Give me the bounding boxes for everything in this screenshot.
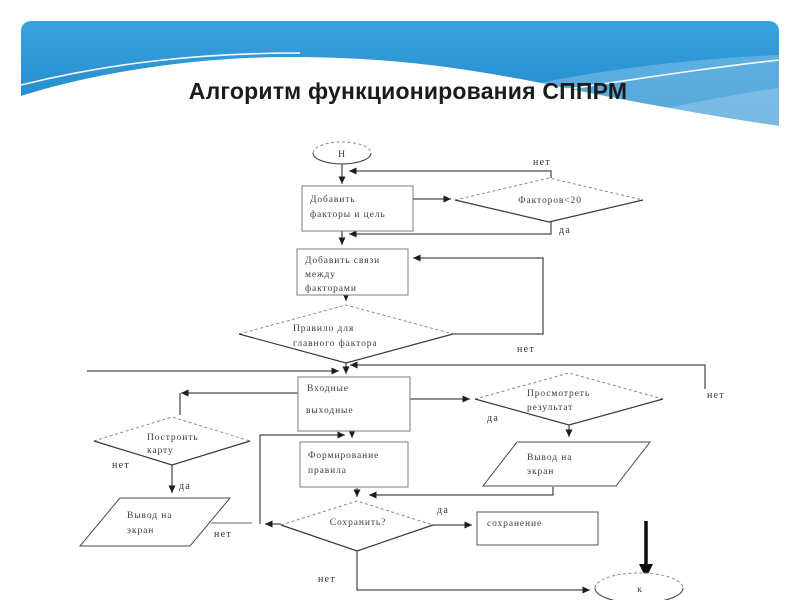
label-save-no: нет	[318, 574, 337, 585]
node-saving	[477, 512, 598, 545]
edge-save-no-to-end	[357, 551, 590, 590]
node-end	[595, 573, 683, 600]
node-inputs-outputs	[298, 377, 410, 431]
formation-box	[300, 442, 408, 487]
label-save-yes: да	[437, 505, 450, 516]
node-view-result	[475, 373, 663, 425]
node-rule-formation	[300, 442, 408, 487]
start-label: Н	[338, 150, 346, 160]
view-line1: Просмотреть	[527, 389, 591, 399]
add-links-line1: Добавить связи	[305, 256, 381, 266]
label-view-yes: да	[487, 413, 500, 424]
add-links-line3: факторами	[305, 284, 357, 294]
formation-line1: Формирование	[308, 451, 380, 461]
label-view-no: нет	[707, 390, 726, 401]
label-rule-no: нет	[517, 344, 536, 355]
edge-rightoutput-return	[369, 487, 553, 495]
edge-factors-no-loop	[349, 171, 551, 178]
rule-line2: главного фактора	[293, 339, 378, 349]
map-line1: Построить	[147, 433, 199, 443]
formation-line2: правила	[308, 466, 347, 476]
screen-left-line2: экран	[127, 526, 155, 536]
node-screen-output-left	[80, 498, 233, 546]
add-factors-line2: факторы и цель	[310, 210, 386, 220]
add-links-line2: между	[305, 270, 336, 280]
screen-right-line1: Вывод на	[527, 453, 573, 463]
label-factors-no: нет	[533, 157, 552, 168]
screen-output-right-shape	[483, 442, 650, 486]
rule-line1: Правило для	[293, 324, 355, 334]
saving-label: сохранение	[487, 519, 543, 529]
view-diamond-fill	[475, 373, 663, 425]
save-label: Сохранить?	[329, 518, 387, 528]
factors-label: Факторов<20	[518, 196, 582, 206]
label-left-output-no: нет	[214, 529, 233, 540]
node-factors-lt20	[455, 178, 643, 222]
screen-output-left-shape	[80, 498, 233, 546]
rule-diamond-fill	[239, 305, 453, 363]
view-line2: результат	[527, 403, 574, 413]
end-label: к	[637, 585, 643, 595]
node-add-links	[297, 249, 408, 295]
edge-rule-no-loop	[413, 258, 543, 334]
label-map-no: нет	[112, 460, 131, 471]
slide-title: Алгоритм функционирования СППРМ	[188, 78, 628, 104]
inputs-line2: выходные	[306, 406, 354, 416]
map-line2: карту	[147, 446, 174, 456]
node-add-factors	[302, 186, 413, 231]
add-factors-box	[302, 186, 413, 231]
screen-left-line1: Вывод на	[127, 511, 173, 521]
add-factors-line1: Добавить	[310, 195, 356, 205]
node-main-factor-rule	[239, 305, 453, 363]
node-screen-output-right	[483, 442, 650, 486]
node-start	[313, 142, 371, 164]
label-map-yes: да	[179, 481, 192, 492]
screen-right-line2: экран	[527, 467, 555, 477]
node-save-question	[281, 501, 433, 551]
inputs-line1: Входные	[307, 384, 349, 394]
node-build-map	[94, 417, 250, 465]
label-factors-yes: да	[559, 225, 572, 236]
